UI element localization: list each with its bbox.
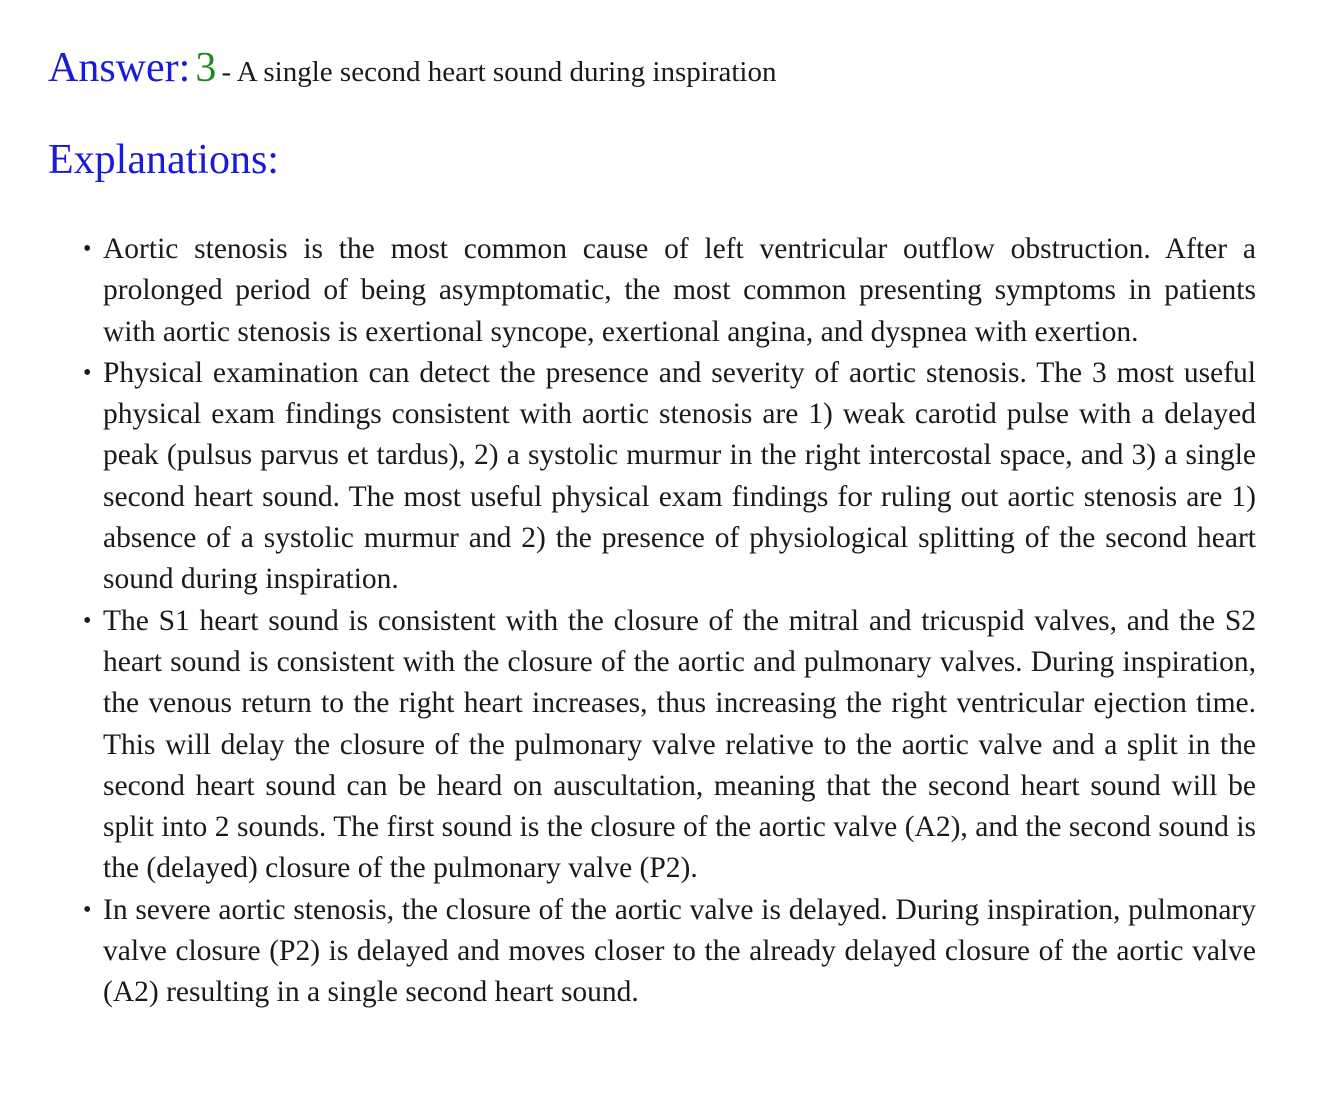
list-item-text: In severe aortic stenosis, the closure of the aortic valve is delayed. During inspiration, pulmonary valve closure (P2) is delayed and moves closer to the already delayed closure of the aortic valve (A2) resulting in a single second heart sound.: [103, 893, 1256, 1009]
explanations-heading: Explanations:: [48, 137, 279, 183]
list-item: [83, 601, 1256, 890]
list-item-text: Aortic stenosis is the most common cause of left ventricular outflow obstruction. After a prolonged period of being asymptomatic, the most common presenting symptoms in patients with aortic stenosis is exertional syncope, exertional angina, and dyspnea with exertion.: [103, 233, 1256, 348]
explanations-list: [83, 229, 1256, 1014]
list-item: [83, 353, 1256, 601]
bullet-icon: •: [83, 236, 92, 262]
answer-number: 3: [195, 45, 217, 91]
answer-label: Answer:: [48, 45, 191, 91]
bullet-icon: •: [83, 896, 92, 923]
list-item-text: Physical examination can detect the presence and severity of aortic stenosis. The 3 most useful physical exam findings consistent with aortic stenosis are 1) weak carotid pulse with a delayed peak (pulsus parvus et tardus), 2) a systolic murmur in the right intercostal space, and 3) a single second heart sound. The most useful physical exam findings for ruling out aortic stenosis are 1) absence of a systolic murmur and 2) the presence of physiological splitting of the second heart sound during inspiration.: [103, 356, 1256, 596]
list-item-text: The S1 heart sound is consistent with the closure of the mitral and tricuspid valves, and the S2 heart sound is consistent with the closure of the aortic and pulmonary valves. During inspiration, the venous return to the right heart increases, thus increasing the right ventricular ejection time. This will delay the closure of the pulmonary valve relative to the aortic valve and a split in the second heart sound can be heard on auscultation, meaning that the second heart sound will be split into 2 sounds. The first sound is the closure of the aortic valve (A2), and the second sound is the (delayed) closure of the pulmonary valve (P2).: [103, 604, 1256, 885]
answer-text: - A single second heart sound during inspiration: [221, 56, 777, 88]
answer-line: [48, 44, 776, 100]
bullet-icon: •: [83, 607, 92, 634]
bullet-icon: •: [83, 359, 92, 386]
list-item: [83, 229, 1256, 353]
list-item: [83, 890, 1256, 1014]
